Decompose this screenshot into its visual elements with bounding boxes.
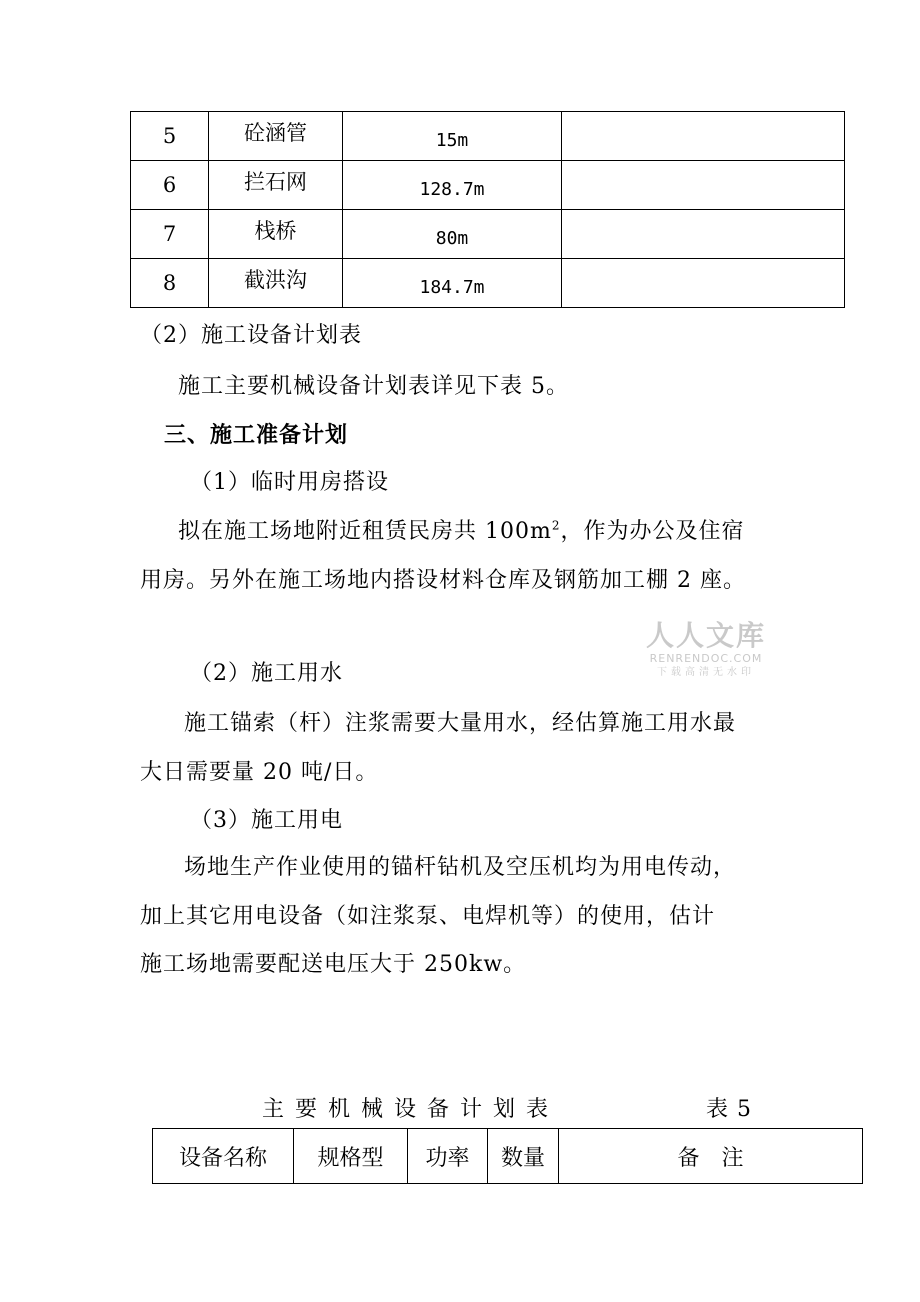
housing-text-before: 拟在施工场地附近租赁民房共 100m	[178, 519, 552, 544]
item-name: 截洪沟	[244, 268, 307, 292]
watermark-logo	[646, 620, 766, 679]
row-number: 6	[131, 161, 209, 210]
water-paragraph-line-2: 大日需要量 20 吨/日。	[140, 760, 379, 785]
table-number-label: 表 5	[706, 1097, 752, 1122]
housing-heading: （1）临时用房搭设	[190, 470, 389, 495]
water-paragraph-line-1: 施工锚索（杆）注浆需要大量用水，经估算施工用水最	[184, 711, 737, 736]
table-header-row	[153, 1129, 863, 1184]
item-quantity: 128.7m	[419, 179, 485, 200]
equipment-table-title: 主 要 机 械 设 备 计 划 表	[262, 1097, 549, 1122]
header-equipment-name: 设备名称	[153, 1129, 294, 1184]
watermark-title: 人人文库	[646, 619, 767, 652]
table-row	[131, 161, 845, 210]
table-row	[131, 112, 845, 161]
water-heading: （2）施工用水	[190, 661, 343, 686]
power-paragraph-line-2: 加上其它用电设备（如注浆泵、电焊机等）的使用，估计	[140, 904, 716, 929]
row-number: 5	[131, 112, 209, 161]
section-heading: 三、施工准备计划	[164, 422, 349, 448]
row-number: 8	[131, 259, 209, 308]
row-number: 7	[131, 210, 209, 259]
note-cell	[562, 210, 845, 259]
equipment-plan-heading: （2）施工设备计划表	[140, 323, 362, 348]
item-name: 栈桥	[254, 219, 297, 243]
item-quantity: 80m	[435, 228, 469, 249]
quantity-cell	[343, 259, 562, 308]
housing-text-after: ，作为办公及住宿	[560, 519, 745, 544]
quantity-cell	[343, 210, 562, 259]
item-name: 砼涵管	[244, 121, 307, 145]
header-power: 功率	[408, 1129, 488, 1184]
power-heading: （3）施工用电	[190, 808, 343, 833]
quantity-cell	[343, 161, 562, 210]
equipment-plan-text: 施工主要机械设备计划表详见下表 5。	[178, 374, 569, 399]
area-superscript: 2	[551, 518, 561, 533]
power-paragraph-line-1: 场地生产作业使用的锚杆钻机及空压机均为用电传动，	[184, 855, 737, 880]
note-cell	[562, 259, 845, 308]
item-name-cell	[209, 161, 343, 210]
watermark-url: RENRENDOC.COM	[649, 652, 763, 665]
header-spec-model: 规格型	[294, 1129, 408, 1184]
table-row	[131, 210, 845, 259]
item-name: 拦石网	[244, 170, 307, 194]
housing-paragraph-line-2: 用房。另外在施工场地内搭设材料仓库及钢筋加工棚 2 座。	[140, 568, 746, 593]
item-name-cell	[209, 259, 343, 308]
header-quantity: 数量	[488, 1129, 559, 1184]
quantity-cell	[343, 112, 562, 161]
note-cell	[562, 161, 845, 210]
item-quantity: 15m	[435, 130, 469, 151]
table-row	[131, 259, 845, 308]
item-quantity: 184.7m	[419, 277, 485, 298]
housing-paragraph-line-1	[178, 514, 745, 545]
item-name-cell	[209, 112, 343, 161]
header-remarks: 备 注	[559, 1129, 863, 1184]
watermark-subtitle: 下载高清无水印	[657, 667, 755, 678]
equipment-table	[152, 1128, 863, 1184]
quantity-table	[130, 111, 845, 308]
note-cell	[562, 112, 845, 161]
power-paragraph-line-3: 施工场地需要配送电压大于 250kw。	[140, 952, 527, 977]
item-name-cell	[209, 210, 343, 259]
